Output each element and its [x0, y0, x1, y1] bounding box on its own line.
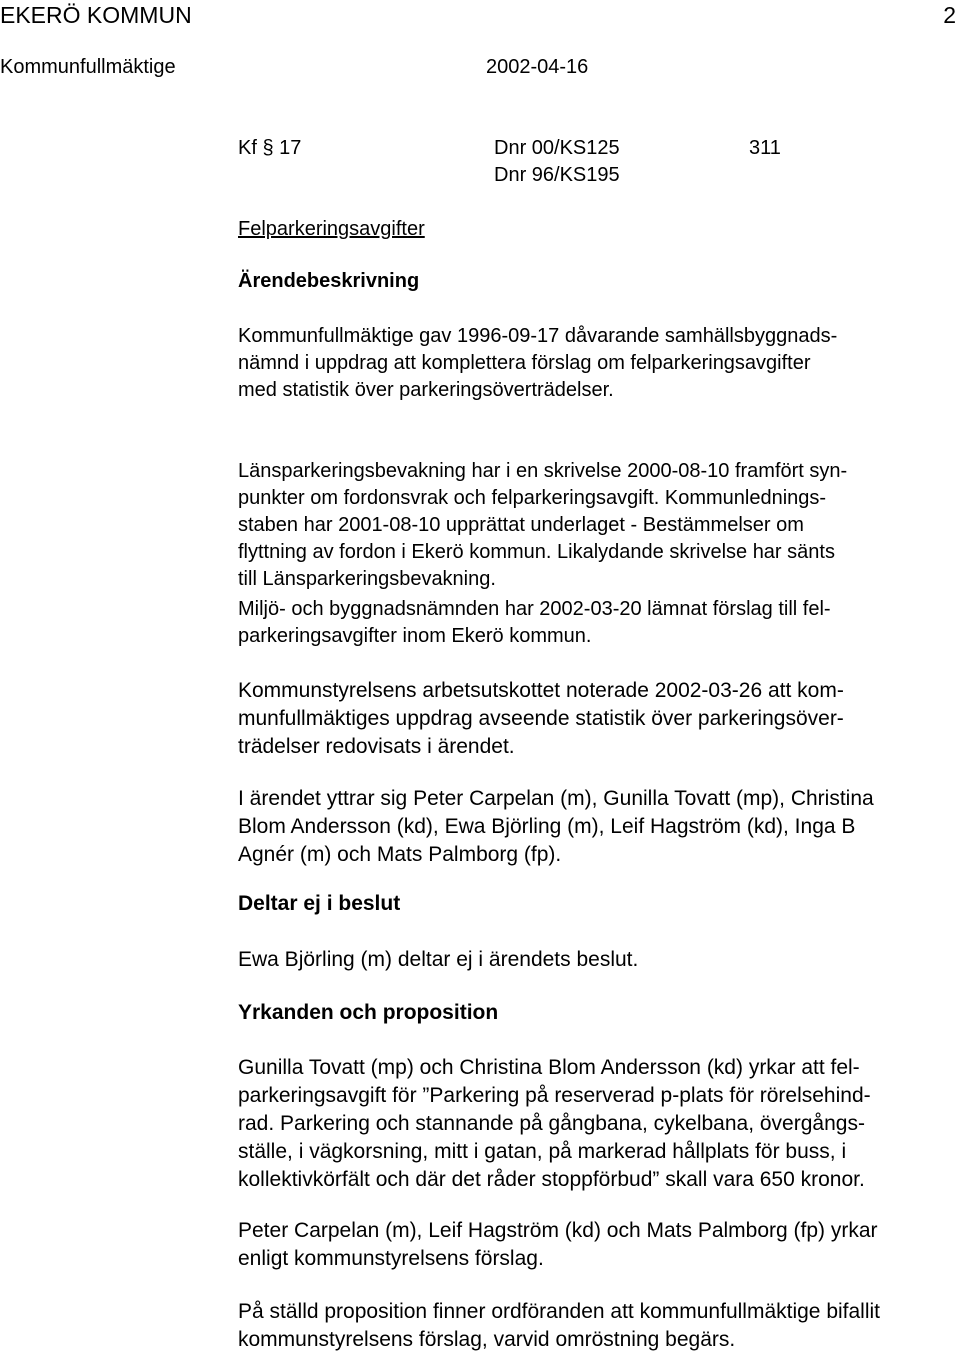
- text-line: Blom Andersson (kd), Ewa Björling (m), Leif Hagström (kd), Inga B: [238, 815, 856, 838]
- text-line: nämnd i uppdrag att komplettera förslag om felparkeringsavgifter: [238, 352, 811, 374]
- text-line: Ewa Björling (m) deltar ej i ärendets beslut.: [238, 948, 639, 971]
- case-number: 17: [279, 137, 302, 159]
- text-line: Kommunfullmäktige gav 1996-09-17 dåvarande samhällsbyggnads-: [238, 325, 838, 347]
- header-org: EKERÖ KOMMUN: [0, 2, 192, 28]
- dnr-block: [494, 135, 620, 189]
- text-line: parkeringsavgift för ”Parkering på reserverad p-plats för rörelsehind-: [238, 1084, 871, 1107]
- heading-deltar-ej: Deltar ej i beslut: [238, 892, 401, 915]
- text-line: parkeringsavgifter inom Ekerö kommun.: [238, 625, 592, 647]
- case-reference: [238, 135, 301, 162]
- paragraph: [238, 946, 638, 974]
- paragraph: [238, 323, 837, 404]
- header-body: Kommunfullmäktige: [0, 56, 176, 78]
- section-sign: §: [262, 137, 274, 159]
- text-line: Agnér (m) och Mats Palmborg (fp).: [238, 843, 562, 866]
- text-line: Miljö- och byggnadsnämnden har 2002-03-20 lämnat förslag till fel-: [238, 598, 831, 620]
- case-kf: Kf: [238, 137, 257, 159]
- case-ref: 311: [749, 137, 781, 159]
- text-line: till Länsparkeringsbevakning.: [238, 568, 496, 590]
- heading-arendebeskrivning: Ärendebeskrivning: [238, 270, 420, 292]
- text-line: Länsparkeringsbevakning har i en skrivelse 2000-08-10 framfört syn-: [238, 460, 848, 482]
- dnr-line: Dnr 96/KS195: [494, 164, 620, 186]
- paragraph: [238, 1054, 871, 1194]
- text-line: trädelser redovisats i ärendet.: [238, 735, 515, 758]
- text-line: Gunilla Tovatt (mp) och Christina Blom Andersson (kd) yrkar att fel-: [238, 1056, 860, 1079]
- heading-yrkanden: Yrkanden och proposition: [238, 1001, 499, 1024]
- header-date: 2002-04-16: [486, 56, 589, 78]
- text-line: På ställd proposition finner ordföranden att kommunfullmäktige bifallit: [238, 1300, 881, 1323]
- header-page-number: 2: [943, 2, 956, 28]
- paragraph: [238, 785, 874, 869]
- text-line: kollektivkörfält och där det råder stoppförbud” skall vara 650 kronor.: [238, 1168, 865, 1191]
- dnr-line: Dnr 00/KS125: [494, 137, 620, 159]
- text-line: Peter Carpelan (m), Leif Hagström (kd) och Mats Palmborg (fp) yrkar: [238, 1219, 878, 1242]
- paragraph: [238, 1217, 878, 1273]
- paragraph: [238, 677, 844, 761]
- paragraph: [238, 458, 847, 593]
- subject-title: Felparkeringsavgifter: [238, 218, 425, 240]
- text-line: kommunstyrelsens förslag, varvid omröstning begärs.: [238, 1328, 736, 1351]
- text-line: med statistik över parkeringsöverträdelser.: [238, 379, 614, 401]
- text-line: enligt kommunstyrelsens förslag.: [238, 1247, 544, 1270]
- text-line: punkter om fordonsvrak och felparkeringsavgift. Kommunlednings-: [238, 487, 827, 509]
- text-line: munfullmäktiges uppdrag avseende statistik över parkeringsöver-: [238, 707, 844, 730]
- paragraph: [238, 1298, 880, 1354]
- text-line: staben har 2001-08-10 upprättat underlaget - Bestämmelser om: [238, 514, 804, 536]
- paragraph: [238, 596, 831, 650]
- text-line: rad. Parkering och stannande på gångbana, cykelbana, övergångs-: [238, 1112, 865, 1135]
- text-line: ställe, i vägkorsning, mitt i gatan, på markerad hållplats för buss, i: [238, 1140, 847, 1163]
- text-line: flyttning av fordon i Ekerö kommun. Likalydande skrivelse har sänts: [238, 541, 835, 563]
- text-line: Kommunstyrelsens arbetsutskottet noterade 2002-03-26 att kom-: [238, 679, 844, 702]
- text-line: I ärendet yttrar sig Peter Carpelan (m), Gunilla Tovatt (mp), Christina: [238, 787, 874, 810]
